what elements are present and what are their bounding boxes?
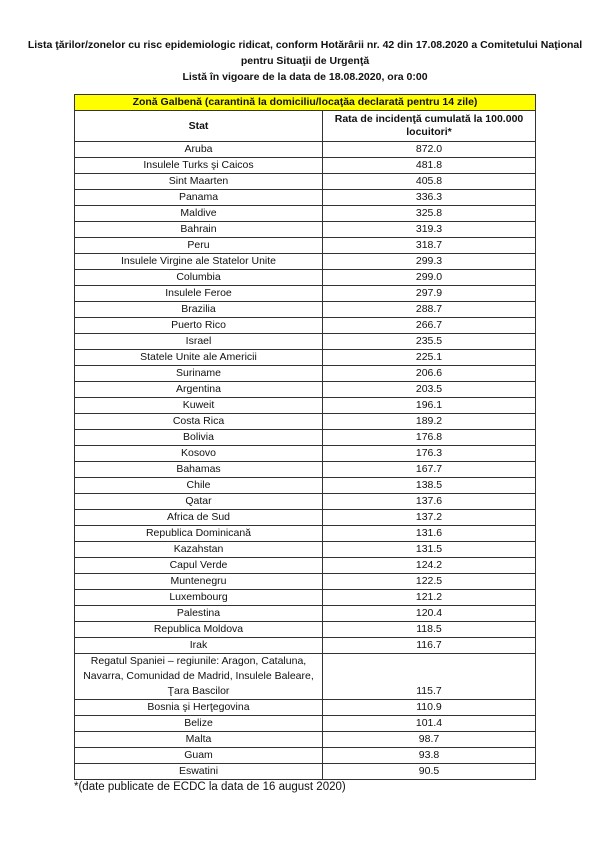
table-row <box>75 414 536 430</box>
cell-rata: 206.6 <box>323 366 536 382</box>
table-row <box>75 494 536 510</box>
cell-rata: 131.6 <box>323 526 536 542</box>
cell-rata: 98.7 <box>323 732 536 748</box>
table-row <box>75 478 536 494</box>
cell-stat: Israel <box>75 334 323 350</box>
cell-stat: Bosnia şi Herţegovina <box>75 700 323 716</box>
cell-stat: Republica Dominicană <box>75 526 323 542</box>
table-row <box>75 222 536 238</box>
cell-rata: 288.7 <box>323 302 536 318</box>
cell-stat: Regatul Spaniei – regiunile: Aragon, Cataluna, Navarra, Comunidad de Madrid, Insulele Baleare, Ţara Bascilor <box>75 654 323 700</box>
cell-stat: Chile <box>75 478 323 494</box>
cell-rata: 116.7 <box>323 638 536 654</box>
column-header-stat: Stat <box>75 111 323 142</box>
cell-rata: 124.2 <box>323 558 536 574</box>
table-row <box>75 190 536 206</box>
cell-rata: 137.2 <box>323 510 536 526</box>
cell-rata: 235.5 <box>323 334 536 350</box>
table-row <box>75 462 536 478</box>
table-row <box>75 446 536 462</box>
cell-rata: 167.7 <box>323 462 536 478</box>
cell-stat: Kazahstan <box>75 542 323 558</box>
table-row <box>75 302 536 318</box>
table-row <box>75 574 536 590</box>
cell-stat: Insulele Feroe <box>75 286 323 302</box>
cell-rata: 319.3 <box>323 222 536 238</box>
cell-rata: 203.5 <box>323 382 536 398</box>
cell-rata: 137.6 <box>323 494 536 510</box>
cell-rata: 481.8 <box>323 158 536 174</box>
cell-rata: 176.8 <box>323 430 536 446</box>
table-row <box>75 318 536 334</box>
table-row <box>75 558 536 574</box>
cell-rata: 196.1 <box>323 398 536 414</box>
cell-stat: Kuweit <box>75 398 323 414</box>
table-row <box>75 254 536 270</box>
table-row <box>75 174 536 190</box>
cell-stat: Statele Unite ale Americii <box>75 350 323 366</box>
document-subtitle: Listă în vigoare de la data de 18.08.2020, ora 0:00 <box>182 71 428 83</box>
cell-stat: Argentina <box>75 382 323 398</box>
table-row <box>75 286 536 302</box>
cell-stat: Luxembourg <box>75 590 323 606</box>
cell-stat: Kosovo <box>75 446 323 462</box>
cell-stat: Palestina <box>75 606 323 622</box>
cell-rata: 115.7 <box>323 654 536 700</box>
cell-rata: 131.5 <box>323 542 536 558</box>
cell-stat: Bahrain <box>75 222 323 238</box>
table-row <box>75 638 536 654</box>
zone-header-row <box>75 95 536 111</box>
cell-stat: Muntenegru <box>75 574 323 590</box>
cell-stat: Eswatini <box>75 764 323 780</box>
table-row <box>75 158 536 174</box>
column-header-rata: Rata de incidenţă cumulată la 100.000 locuitori* <box>323 111 536 142</box>
cell-rata: 189.2 <box>323 414 536 430</box>
cell-stat: Irak <box>75 638 323 654</box>
table-row <box>75 350 536 366</box>
table-row <box>75 382 536 398</box>
cell-rata: 122.5 <box>323 574 536 590</box>
cell-rata: 120.4 <box>323 606 536 622</box>
table-row <box>75 590 536 606</box>
table-row <box>75 748 536 764</box>
cell-rata: 101.4 <box>323 716 536 732</box>
cell-stat: Aruba <box>75 142 323 158</box>
table-row <box>75 622 536 638</box>
cell-rata: 110.9 <box>323 700 536 716</box>
cell-stat: Puerto Rico <box>75 318 323 334</box>
cell-stat: Bahamas <box>75 462 323 478</box>
cell-stat: Peru <box>75 238 323 254</box>
table-row <box>75 238 536 254</box>
table-row <box>75 732 536 748</box>
cell-rata: 266.7 <box>323 318 536 334</box>
cell-rata: 225.1 <box>323 350 536 366</box>
cell-rata: 405.8 <box>323 174 536 190</box>
cell-stat: Qatar <box>75 494 323 510</box>
document-title-line-1: Lista ţărilor/zonelor cu risc epidemiologic ridicat, conform Hotărârii nr. 42 din 17.08.2020 a Comitetului Naţional <box>27 39 583 51</box>
cell-rata: 299.3 <box>323 254 536 270</box>
cell-stat: Suriname <box>75 366 323 382</box>
table-row <box>75 366 536 382</box>
cell-stat: Capul Verde <box>75 558 323 574</box>
table-row <box>75 606 536 622</box>
footnote: *(date publicate de ECDC la data de 16 august 2020) <box>74 781 346 793</box>
cell-rata: 299.0 <box>323 270 536 286</box>
table-row <box>75 430 536 446</box>
table-row <box>75 142 536 158</box>
cell-stat: Insulele Virgine ale Statelor Unite <box>75 254 323 270</box>
cell-stat: Columbia <box>75 270 323 286</box>
cell-stat: Belize <box>75 716 323 732</box>
cell-rata: 118.5 <box>323 622 536 638</box>
table-row <box>75 716 536 732</box>
cell-stat: Malta <box>75 732 323 748</box>
cell-rata: 121.2 <box>323 590 536 606</box>
cell-stat: Guam <box>75 748 323 764</box>
table-row <box>75 654 536 700</box>
zone-title: Zonă Galbenă (carantină la domiciliu/locaţăa declarată pentru 14 zile) <box>75 95 536 111</box>
table-row <box>75 398 536 414</box>
cell-stat: Bolivia <box>75 430 323 446</box>
cell-stat: Insulele Turks şi Caicos <box>75 158 323 174</box>
cell-stat: Costa Rica <box>75 414 323 430</box>
table-row <box>75 526 536 542</box>
cell-rata: 138.5 <box>323 478 536 494</box>
table-row <box>75 764 536 780</box>
table-row <box>75 206 536 222</box>
table-row <box>75 510 536 526</box>
cell-rata: 325.8 <box>323 206 536 222</box>
cell-rata: 93.8 <box>323 748 536 764</box>
cell-stat: Republica Moldova <box>75 622 323 638</box>
cell-rata: 872.0 <box>323 142 536 158</box>
document-title-line-2: pentru Situaţii de Urgenţă <box>240 55 370 67</box>
table-row <box>75 334 536 350</box>
table-row <box>75 542 536 558</box>
cell-rata: 176.3 <box>323 446 536 462</box>
cell-rata: 297.9 <box>323 286 536 302</box>
cell-rata: 90.5 <box>323 764 536 780</box>
cell-stat: Brazilia <box>75 302 323 318</box>
cell-rata: 336.3 <box>323 190 536 206</box>
cell-stat: Sint Maarten <box>75 174 323 190</box>
cell-stat: Panama <box>75 190 323 206</box>
cell-rata: 318.7 <box>323 238 536 254</box>
cell-stat: Africa de Sud <box>75 510 323 526</box>
column-header-row <box>75 111 536 142</box>
risk-table <box>74 94 536 780</box>
table-row <box>75 700 536 716</box>
table-row <box>75 270 536 286</box>
cell-stat: Maldive <box>75 206 323 222</box>
